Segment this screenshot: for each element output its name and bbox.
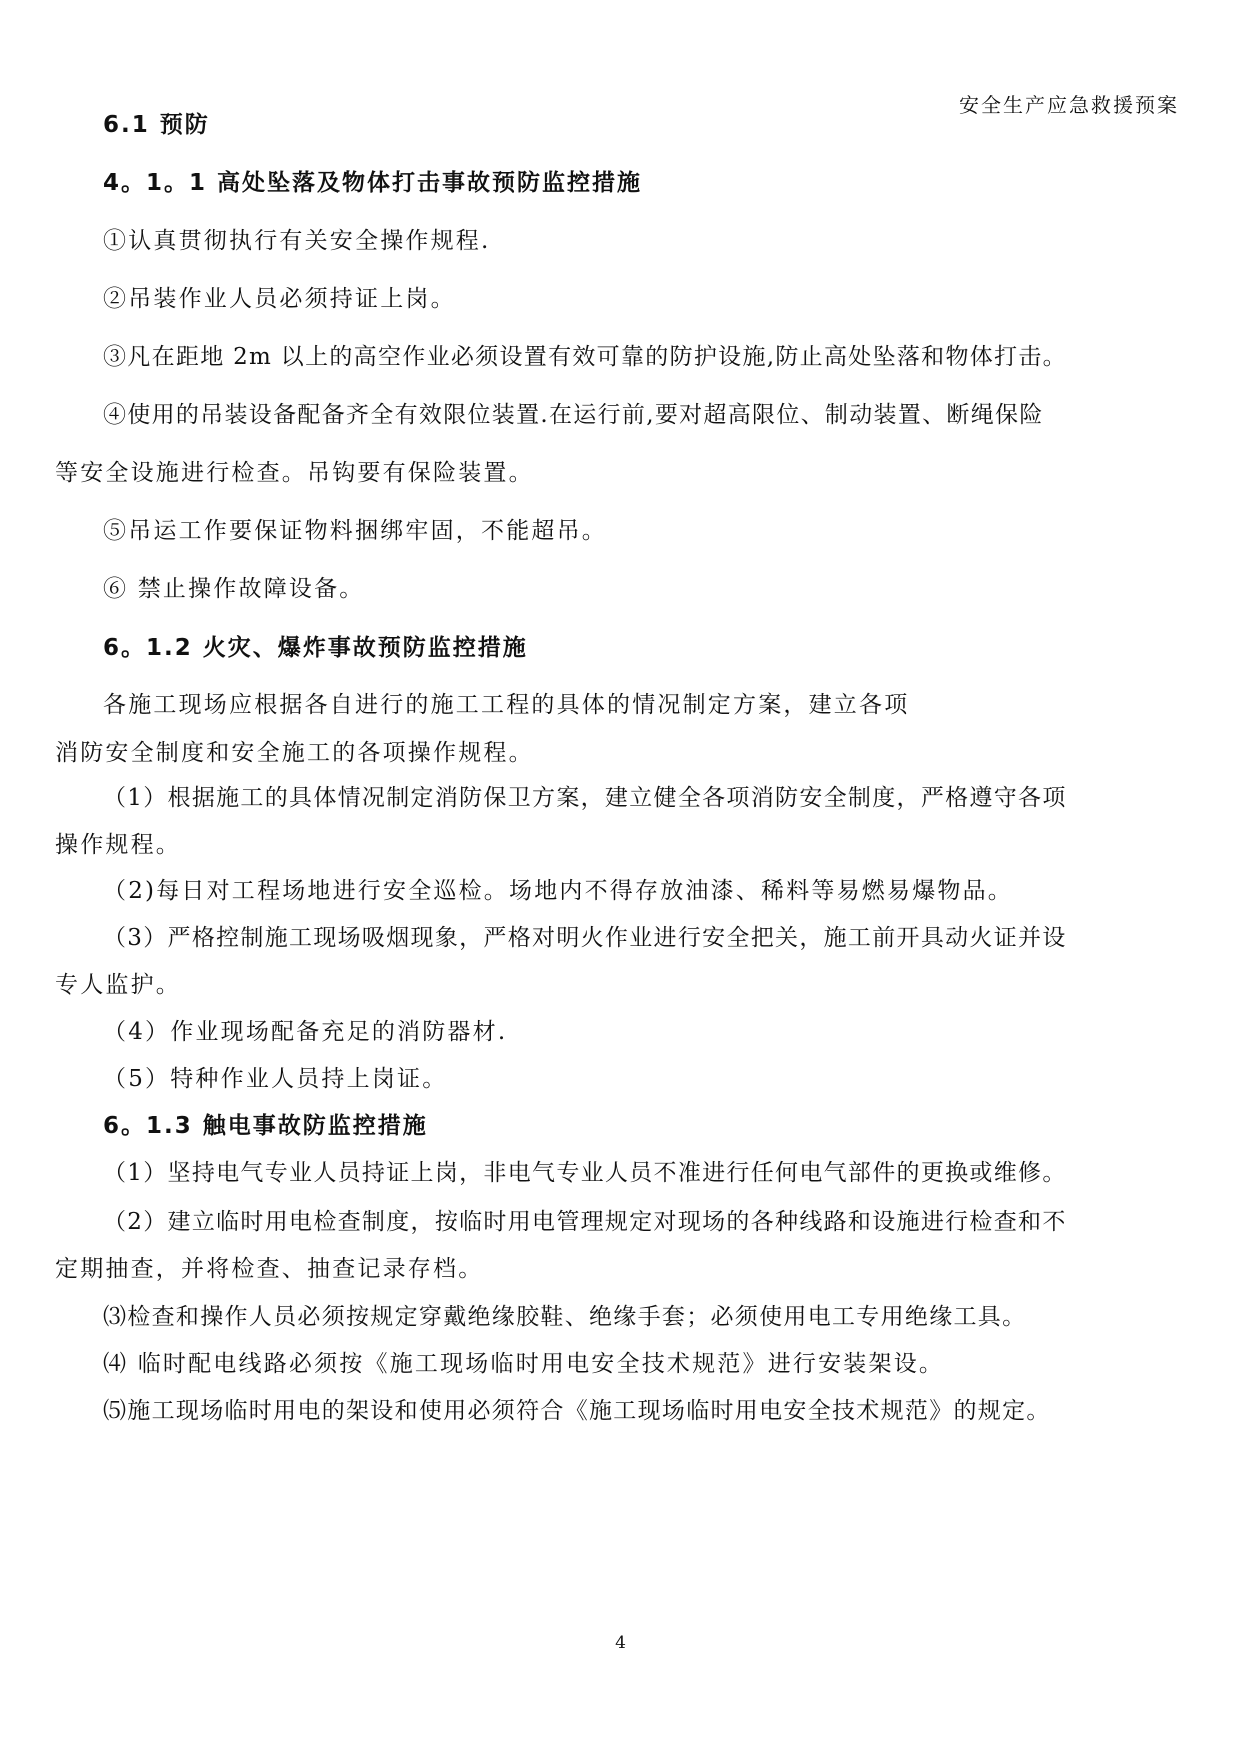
paragraph-line: 等安全设施进行检查。吊钩要有保险装置。 <box>55 460 534 486</box>
paragraph-line: （4）作业现场配备充足的消防器材. <box>103 1019 508 1045</box>
paragraph-line: ⑷ 临时配电线路必须按《施工现场临时用电安全技术规范》进行安装架设。 <box>103 1351 945 1377</box>
paragraph-line: 消防安全制度和安全施工的各项操作规程。 <box>55 740 534 766</box>
paragraph-line: ②吊装作业人员必须持证上岗。 <box>103 286 456 312</box>
paragraph-line: ③凡在距地 2m 以上的高空作业必须设置有效可靠的防护设施,防止高处坠落和物体打击。 <box>103 344 1067 370</box>
paragraph-line: ⑶检查和操作人员必须按规定穿戴绝缘胶鞋、绝缘手套；必须使用电工专用绝缘工具。 <box>103 1304 1027 1330</box>
paragraph-line: （1）坚持电气专业人员持证上岗，非电气专业人员不准进行任何电气部件的更换或维修。 <box>103 1160 1067 1186</box>
paragraph-line: ⑸施工现场临时用电的架设和使用必须符合《施工现场临时用电安全技术规范》的规定。 <box>103 1398 1051 1424</box>
paragraph-line: 定期抽查，并将检查、抽查记录存档。 <box>55 1256 484 1282</box>
paragraph-line: （3）严格控制施工现场吸烟现象，严格对明火作业进行安全把关，施工前开具动火证并设 <box>103 925 1067 951</box>
paragraph-line: 操作规程。 <box>55 832 181 858</box>
subsection-heading-electric-shock: 6。1.3 触电事故防监控措施 <box>103 1113 428 1139</box>
subsection-heading-fire-prevention: 6。1.2 火灾、爆炸事故预防监控措施 <box>103 635 528 661</box>
paragraph-line: （2)每日对工程场地进行安全巡检。场地内不得存放油漆、稀料等易燃易爆物品。 <box>103 878 1014 904</box>
paragraph-line: 专人监护。 <box>55 972 181 998</box>
paragraph-line: （5）特种作业人员持上岗证。 <box>103 1066 448 1092</box>
paragraph-line: ⑤吊运工作要保证物料捆绑牢固，不能超吊。 <box>103 518 607 544</box>
paragraph-line: ④使用的吊装设备配备齐全有效限位装置.在运行前,要对超高限位、制动装置、断绳保险 <box>103 402 1044 428</box>
paragraph-line: （1）根据施工的具体情况制定消防保卫方案，建立健全各项消防安全制度，严格遵守各项 <box>103 785 1067 811</box>
section-heading-6-1: 6.1 预防 <box>103 112 210 138</box>
subsection-heading-fall-prevention: 4。1。1 高处坠落及物体打击事故预防监控措施 <box>103 170 643 196</box>
document-header: 安全生产应急救援预案 <box>959 93 1179 117</box>
paragraph-line: ①认真贯彻执行有关安全操作规程. <box>103 228 491 254</box>
paragraph-line: 各施工现场应根据各自进行的施工工程的具体的情况制定方案，建立各项 <box>103 692 910 718</box>
paragraph-line: ⑥ 禁止操作故障设备。 <box>103 576 365 602</box>
page-number: 4 <box>615 1633 626 1653</box>
paragraph-line: （2）建立临时用电检查制度，按临时用电管理规定对现场的各种线路和设施进行检查和不 <box>103 1209 1067 1235</box>
